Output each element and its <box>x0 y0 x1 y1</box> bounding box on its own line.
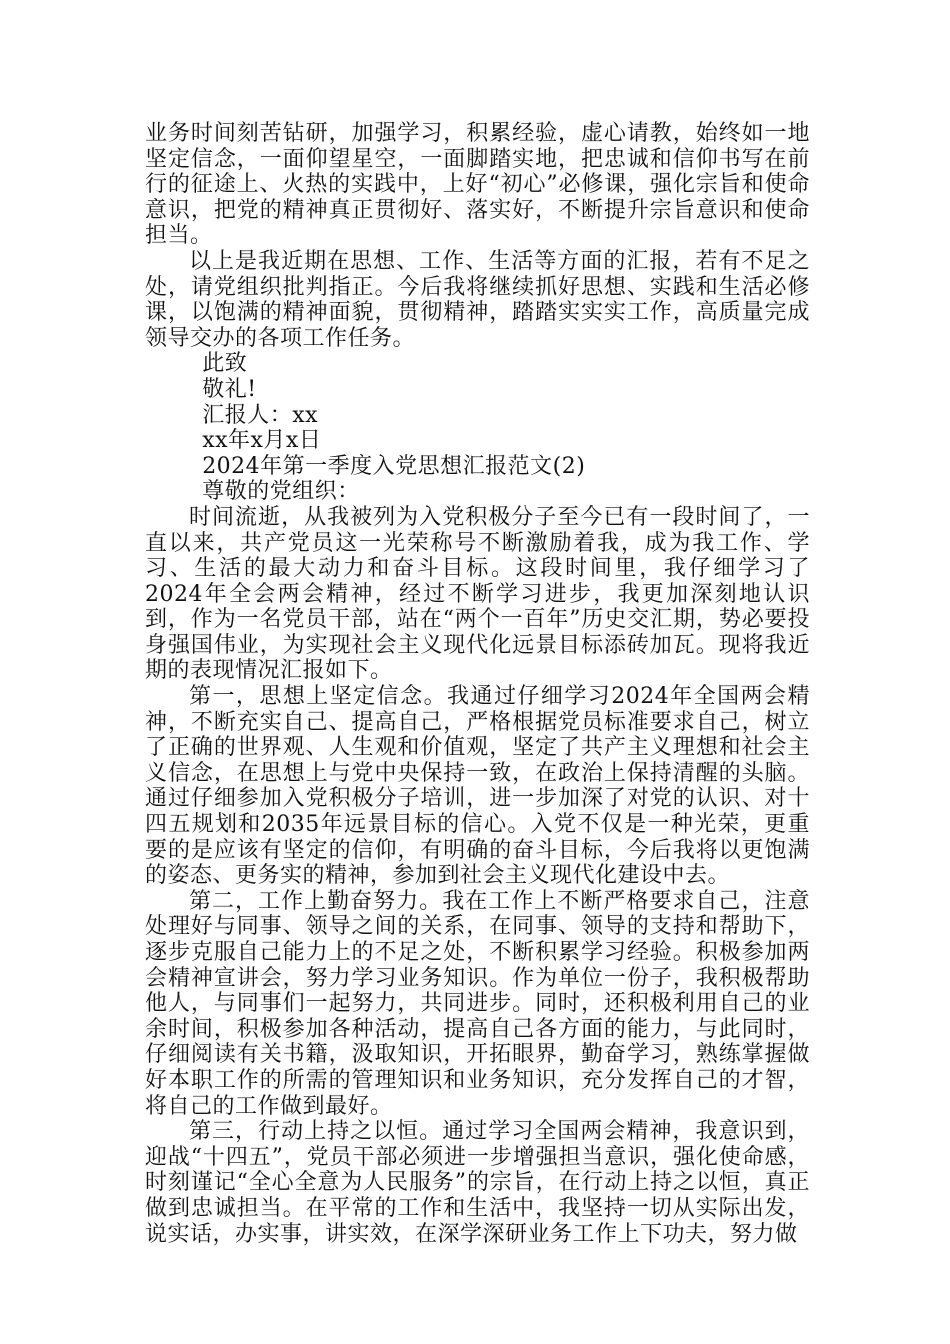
closing-line-1: 此致 <box>202 351 248 377</box>
paragraph-intro: 时间流逝，从我被列为入党积极分子至今已有一段时间了，一直以来，共产党员这一光荣称号不断激励着我，成为我工作、学习、生活的最大动力和奋斗目标。这段时间里，我仔细学习了2024年全会两会精神，经过不断学习进步，我更加深刻地认识到，作为一名党员干部，站在“两个一百年”历史交汇期，势必要投身强国伟业，为实现社会主义现代化远景目标添砖加瓦。现将我近期的表现情况汇报如下。 <box>145 504 810 684</box>
date-line: xx年x月x日 <box>202 428 322 454</box>
closing-line-2: 敬礼! <box>202 376 257 402</box>
paragraph-summary: 以上是我近期在思想、工作、生活等方面的汇报，若有不足之处，请党组织批判指正。今后我将继续抓好思想、实践和生活必修课，以饱满的精神面貌，贯彻精神，踏踏实实实工作，高质量完成领导交办的各项工作任务。 <box>145 248 810 351</box>
paragraph-first: 第一，思想上坚定信念。我通过仔细学习2024年全国两会精神，不断充实自己、提高自己，严格根据党员标准要求自己，树立了正确的世界观、人生观和价值观，坚定了共产主义理想和社会主义信念，在思想上与党中央保持一致，在政治上保持清醒的头脑。通过仔细参加入党积极分子培训，进一步加深了对党的认识、对十四五规划和2035年远景目标的信心。入党不仅是一种光荣，更重要的是应该有坚定的信仰，有明确的奋斗目标，今后我将以更饱满的姿态、更务实的精神，参加到社会主义现代化建设中去。 <box>145 684 810 889</box>
paragraph-continuation: 业务时间刻苦钻研，加强学习，积累经验，虚心请教，始终如一地坚定信念，一面仰望星空，一面脚踏实地，把忠诚和信仰书写在前行的征途上、火热的实践中，上好“初心”必修课，强化宗旨和使命意识，把党的精神真正贯彻好、落实好，不断提升宗旨意识和使命担当。 <box>145 121 810 249</box>
salutation-line: 尊敬的党组织： <box>202 479 360 505</box>
section-title: 2024年第一季度入党思想汇报范文(2) <box>202 453 586 479</box>
reporter-line: 汇报人：xx <box>202 402 319 428</box>
document-page <box>145 121 810 1247</box>
paragraph-second: 第二，工作上勤奋努力。我在工作上不断严格要求自己，注意处理好与同事、领导之间的关系，在同事、领导的支持和帮助下，逐步克服自己能力上的不足之处，不断积累学习经验。积极参加两会精神宣讲会，努力学习业务知识。作为单位一份子，我积极帮助他人，与同事们一起努力，共同进步。同时，还积极利用自己的业余时间，积极参加各种活动，提高自己各方面的能力，与此同时，仔细阅读有关书籍，汲取知识，开拓眼界，勤奋学习，熟练掌握做好本职工作的所需的管理知识和业务知识，充分发挥自己的才智，将自己的工作做到最好。 <box>145 888 810 1119</box>
paragraph-third: 第三，行动上持之以恒。通过学习全国两会精神，我意识到，迎战“十四五”，党员干部必须进一步增强担当意识，强化使命感，时刻谨记“全心全意为人民服务”的宗旨，在行动上持之以恒，真正做到忠诚担当。在平常的工作和生活中，我坚持一切从实际出发，说实话，办实事，讲实效，在深学深研业务工作上下功夫，努力做 <box>145 1119 810 1247</box>
